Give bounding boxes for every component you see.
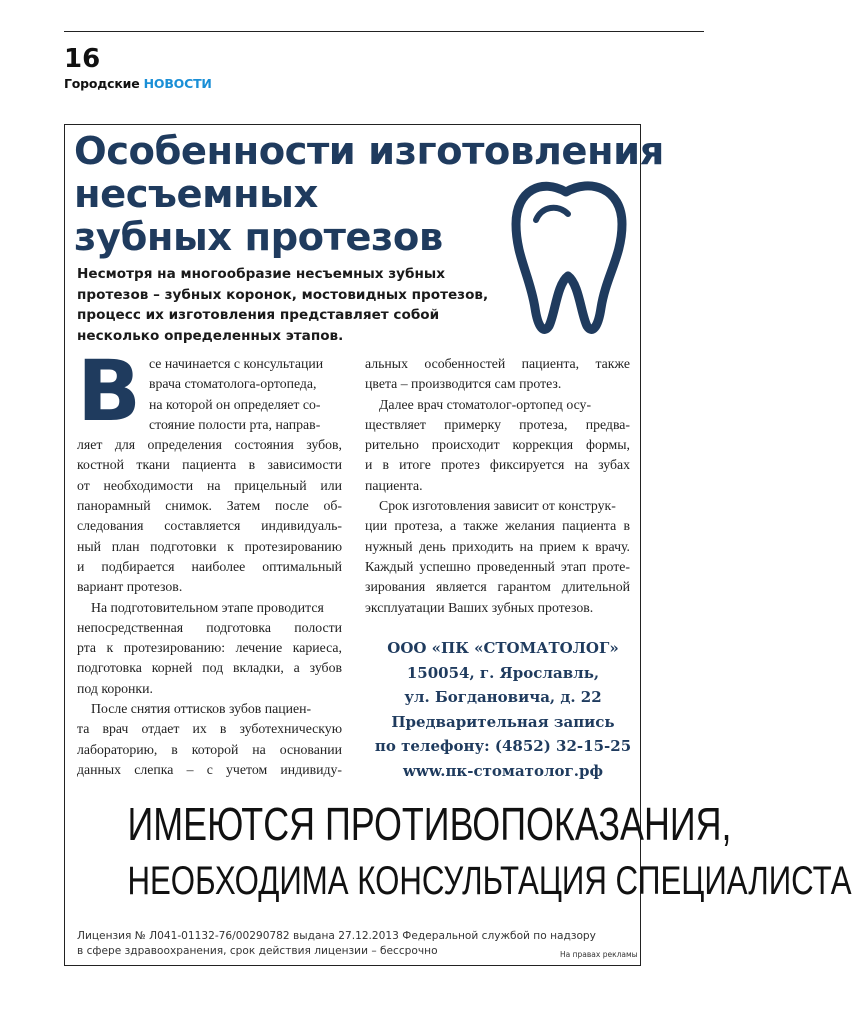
lead-line: Несмотря на многообразие несъемных зубных (77, 266, 445, 282)
article-lead (77, 264, 507, 346)
lead-line: несколько определенных этапов. (77, 327, 344, 344)
tooth-icon (508, 178, 628, 338)
text-line: пациента. (365, 477, 423, 493)
text-line: костной ткани пациента в зависимости (77, 457, 342, 473)
article-column-1 (77, 342, 342, 780)
text-line: врача стоматолога-ортопеда, (149, 376, 317, 392)
text-line: зирования является гарантом длительной (365, 579, 630, 595)
text-line: Каждый успешно проведенный этап проте- (365, 558, 630, 574)
article-column-2 (365, 354, 630, 618)
text-line: и в итоге протез фиксируется на зубах (365, 457, 630, 473)
text-line: лабораторию, в которой на основании (77, 741, 342, 757)
text-line: эксплуатации Ваших зубных протезов. (365, 599, 594, 615)
text-line: стояние полости рта, направ- (149, 416, 321, 432)
publication-name-part2: НОВОСТИ (143, 76, 212, 91)
license-info (77, 929, 597, 958)
contact-block (358, 636, 648, 783)
text-line: нужный день приходить на прием к врачу. (365, 538, 630, 554)
lead-line: протезов – зубных коронок, мостовидных протезов, (77, 286, 489, 303)
license-line: в сфере здравоохранения, срок действия лицензии – бессрочно (77, 944, 438, 957)
text-line: рительно происходит коррекция формы, (365, 437, 630, 453)
text-line: подготовка корней под вкладки, а зубов (77, 660, 342, 676)
text-line: ществляет примерку протеза, предва- (365, 416, 630, 432)
publication-name (64, 78, 212, 91)
text-line: Срок изготовления зависит от конструк- (379, 498, 616, 514)
lead-line: процесс их изготовления представляет собой (77, 307, 440, 323)
publication-name-part1: Городские (64, 76, 140, 91)
text-line: данных слепка – с учетом индивиду- (77, 761, 342, 777)
appointment-line: Предварительная запись (391, 712, 615, 731)
page-number: 16 (64, 44, 101, 74)
address-line: 150054, г. Ярославль, (406, 663, 600, 682)
company-name: ООО «ПК «СТОМАТОЛОГ» (387, 639, 619, 657)
text-line: ляет для определения состояния зубов, (77, 437, 342, 453)
text-line: от необходимости на прицельный или (77, 477, 342, 493)
text-line: под коронки. (77, 680, 153, 696)
text-line: рта к протезированию: лечение кариеса, (77, 640, 342, 656)
text-line: и подбирается наиболее оптимальный (77, 558, 342, 574)
text-line: панорамный снимок. Затем после об- (77, 498, 342, 514)
text-line: се начинается с консультации (149, 356, 324, 371)
license-line: Лицензия № Л041-01132-76/00290782 выдана 27.12.2013 Федеральной службой по надзору (77, 930, 596, 942)
text-line: ции протеза, а также желания пациента в (365, 518, 630, 534)
text-line: ный план подготовки к протезированию (77, 538, 342, 554)
advertisement-note: На правах рекламы (560, 950, 638, 959)
drop-cap: В (77, 342, 142, 440)
text-line: следования составляется индивидуаль- (77, 518, 342, 534)
text-line: цвета – производится сам протез. (365, 376, 562, 392)
top-rule (64, 31, 704, 32)
text-line: непосредственная подготовка полости (77, 619, 342, 635)
title-line: зубных протезов (74, 215, 443, 260)
address-line: ул. Богдановича, д. 22 (404, 688, 602, 706)
text-line: на которой он определяет со- (149, 396, 321, 412)
text-line: вариант протезов. (77, 579, 183, 595)
text-line: та врач отдает их в зуботехническую (77, 721, 342, 737)
phone-line: по телефону: (4852) 32-15-25 (374, 737, 632, 755)
text-line: альных особенностей пациента, также (365, 356, 630, 371)
website-line: www.пк-стоматолог.рф (403, 761, 603, 780)
contraindications-warning: ИМЕЮТСЯ ПРОТИВОПОКАЗАНИЯ, (127, 798, 732, 850)
text-line: После снятия оттисков зубов пациен- (91, 701, 312, 717)
text-line: На подготовительном этапе проводится (91, 599, 324, 615)
text-line: Далее врач стоматолог-ортопед осу- (379, 396, 592, 412)
consultation-warning: НЕОБХОДИМА КОНСУЛЬТАЦИЯ СПЕЦИАЛИСТА (127, 859, 852, 903)
title-line: Особенности изготовления (74, 129, 664, 174)
title-line: несъемных (74, 172, 318, 217)
